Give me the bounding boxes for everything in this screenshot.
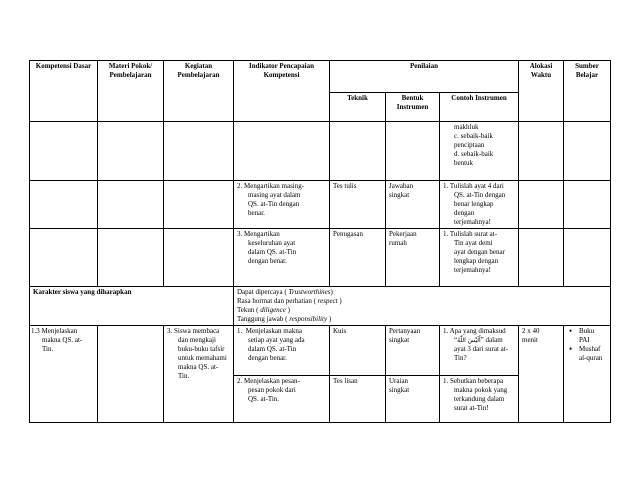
rpp-table	[29, 60, 611, 423]
header-indikator: Indikator Pencapaian Kompetensi	[234, 61, 330, 122]
header-penilaian: Penilaian	[330, 61, 519, 93]
indikator-cell	[234, 181, 330, 229]
kd-cell: 1.3 Menjelaskan makna QS. at- Tin.	[30, 326, 98, 423]
teknik-cell: Tes lisan	[330, 376, 386, 423]
indikator-line: Mengartikan masing-	[244, 182, 305, 190]
bentuk-cell: Pekerjaan rumah	[386, 229, 440, 287]
header-row	[30, 61, 611, 93]
table-row	[30, 229, 611, 287]
item-number: 2.	[237, 182, 243, 190]
indikator-cell: 1. Menjelaskan makna setiap ayat yang ada dalam QS. at-Tin dengan benar.	[234, 326, 330, 376]
teknik-cell: Penugasan	[330, 229, 386, 287]
teknik-cell: Kuis	[330, 326, 386, 376]
table-row	[30, 181, 611, 229]
item-number: 1.3	[31, 327, 40, 335]
materi-cell	[98, 326, 164, 423]
table-row	[30, 122, 611, 181]
arabic-text: أَلَيْسَ اللّٰهُ	[457, 337, 481, 344]
header-sumber-belajar: Sumber Belajar	[564, 61, 611, 122]
header-alokasi-waktu: Alokasi Waktu	[519, 61, 564, 122]
item-number: 1.	[443, 182, 449, 190]
contoh-line: bentuk	[454, 159, 474, 167]
karakter-label: Karakter siswa yang diharapkan	[30, 287, 234, 326]
item-number: 2.	[237, 377, 243, 385]
contoh-cell: 1. Apa yang dimaksud “أَلَيْسَ اللّٰهُ” dalam ayat 3 dari surat at- Tin?	[440, 326, 519, 376]
bentuk-cell: Uraian singkat	[386, 376, 440, 423]
karakter-row	[30, 287, 611, 326]
contoh-line: c. sebaik-baik	[454, 132, 493, 140]
indikator-line: QS. at-Tin dengan	[248, 200, 300, 208]
header-bentuk-instrumen: Bentuk Instrumen	[386, 93, 440, 122]
indikator-cell: 3. Mengartikan keseluruhan ayat dalam QS. at-Tin dengan benar.	[234, 229, 330, 287]
list-item: • Mushaf al-quran	[579, 345, 607, 363]
kegiatan-cell: 3. Siswa membaca dan mengkaji buku-buku tafsir untuk memahami makna QS. at- Tin.	[164, 326, 234, 423]
indikator-cell: 2. Menjelaskan pesan- pesan pokok dari QS. at-Tin.	[234, 376, 330, 423]
item-number: 1.	[237, 327, 243, 335]
contoh-cell	[440, 122, 519, 181]
header-contoh-instrumen: Contoh Instrumen	[440, 93, 519, 122]
contoh-cell: 1. Tulislah surat at- Tin ayat demi ayat dengan benar lengkap dengan terjemahnya!	[440, 229, 519, 287]
item-number: 3.	[237, 230, 243, 238]
header-materi-pokok: Materi Pokok/ Pembelajaran	[98, 61, 164, 122]
contoh-cell: 1. Sebutkan beberapa makna pokok yang terkandung dalam surat at-Tin!	[440, 376, 519, 423]
contoh-line: d. sebaik-baik	[454, 150, 494, 158]
item-number: 1.	[443, 327, 449, 335]
header-kompetensi-dasar: Kompetensi Dasar	[30, 61, 98, 122]
header-kegiatan: Kegiatan Pembelajaran	[164, 61, 234, 122]
indikator-line: masing ayat dalam	[248, 191, 301, 199]
indikator-line: benar.	[248, 209, 265, 217]
list-item: • Buku PAI	[579, 327, 607, 345]
contoh-line: makhluk	[454, 123, 479, 131]
karakter-list: Dapat dipercaya ( Trustworthines) Rasa hormat dan perhatian ( respect ) Tekun ( diligence ) Tanggung jawab ( responsibility )	[234, 287, 611, 326]
contoh-cell: 1. Tulislah ayat 4 dari QS. at-Tin dengan benar lengkap dengan terjemahnya!	[440, 181, 519, 229]
teknik-cell: Tes tulis	[330, 181, 386, 229]
item-number: 1.	[443, 377, 449, 385]
bentuk-cell: Pertanyaan singkat	[386, 326, 440, 376]
alokasi-cell: 2 x 40 menit	[519, 326, 564, 423]
item-number: 1.	[443, 230, 449, 238]
sumber-cell	[564, 326, 611, 423]
contoh-line: penciptaan	[454, 141, 485, 149]
item-number: 3.	[167, 327, 173, 335]
sumber-list	[567, 327, 607, 363]
bentuk-cell: Jawaban singkat	[386, 181, 440, 229]
table-row	[30, 326, 611, 376]
header-teknik: Teknik	[330, 93, 386, 122]
